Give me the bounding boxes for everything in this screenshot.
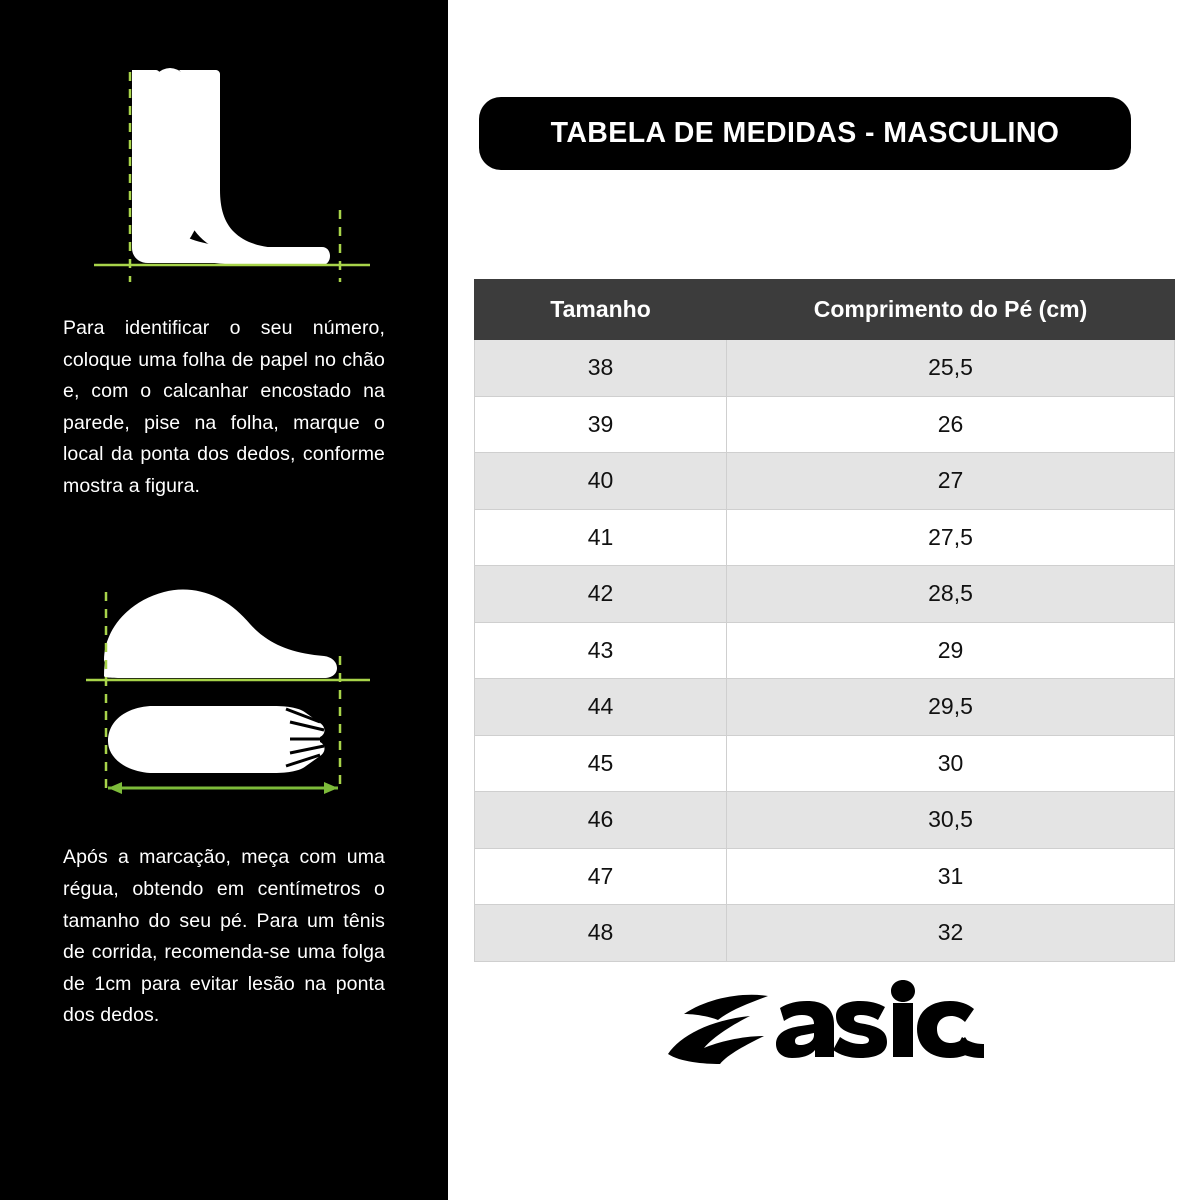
brand-logo xyxy=(448,980,1200,1080)
cell-length: 28,5 xyxy=(727,566,1175,623)
cell-length: 27,5 xyxy=(727,509,1175,566)
table-header-row xyxy=(475,280,1175,340)
column-header-size: Tamanho xyxy=(475,280,727,340)
table-row xyxy=(475,679,1175,736)
cell-length: 29 xyxy=(727,622,1175,679)
cell-size: 45 xyxy=(475,735,727,792)
page-title xyxy=(479,97,1131,170)
cell-size: 39 xyxy=(475,396,727,453)
page-title-text: TABELA DE MEDIDAS - MASCULINO xyxy=(550,117,1060,149)
cell-length: 31 xyxy=(727,848,1175,905)
cell-length: 29,5 xyxy=(727,679,1175,736)
figure-foot-side-view xyxy=(50,60,398,295)
cell-size: 47 xyxy=(475,848,727,905)
table-row xyxy=(475,340,1175,397)
column-header-length: Comprimento do Pé (cm) xyxy=(727,280,1175,340)
cell-length: 25,5 xyxy=(727,340,1175,397)
asics-logo xyxy=(664,980,984,1080)
table-row xyxy=(475,396,1175,453)
table-row xyxy=(475,905,1175,962)
instructions-panel xyxy=(0,0,448,1200)
cell-size: 44 xyxy=(475,679,727,736)
size-table xyxy=(474,279,1175,962)
cell-length: 30,5 xyxy=(727,792,1175,849)
table-row xyxy=(475,566,1175,623)
cell-size: 43 xyxy=(475,622,727,679)
cell-size: 48 xyxy=(475,905,727,962)
foot-side-view-with-measure-guides-icon xyxy=(74,60,374,295)
cell-length: 30 xyxy=(727,735,1175,792)
table-body xyxy=(475,340,1175,962)
cell-size: 40 xyxy=(475,453,727,510)
cell-length: 32 xyxy=(727,905,1175,962)
table-row xyxy=(475,792,1175,849)
figure-foot-top-view xyxy=(50,556,398,816)
cell-size: 46 xyxy=(475,792,727,849)
cell-size: 41 xyxy=(475,509,727,566)
table-row xyxy=(475,735,1175,792)
table-row xyxy=(475,509,1175,566)
measurements-panel xyxy=(448,0,1200,1200)
cell-length: 26 xyxy=(727,396,1175,453)
cell-length: 27 xyxy=(727,453,1175,510)
table-row xyxy=(475,453,1175,510)
table-row xyxy=(475,848,1175,905)
cell-size: 42 xyxy=(475,566,727,623)
instruction-text-2: Após a marcação, meça com uma régua, obtendo em centímetros o tamanho do seu pé. Para um tênis de corrida, recomenda-se uma folga de 1cm para evitar lesão na ponta dos dedos. xyxy=(63,846,385,1027)
cell-size: 38 xyxy=(475,340,727,397)
table-row xyxy=(475,622,1175,679)
foot-side-and-top-view-with-ruler-icon xyxy=(74,556,374,816)
instruction-text-1: Para identificar o seu número, coloque uma folha de papel no chão e, com o calcanhar encostado na parede, pise na folha, marque o local da ponta dos dedos, conforme mostra a figura. xyxy=(63,317,385,497)
